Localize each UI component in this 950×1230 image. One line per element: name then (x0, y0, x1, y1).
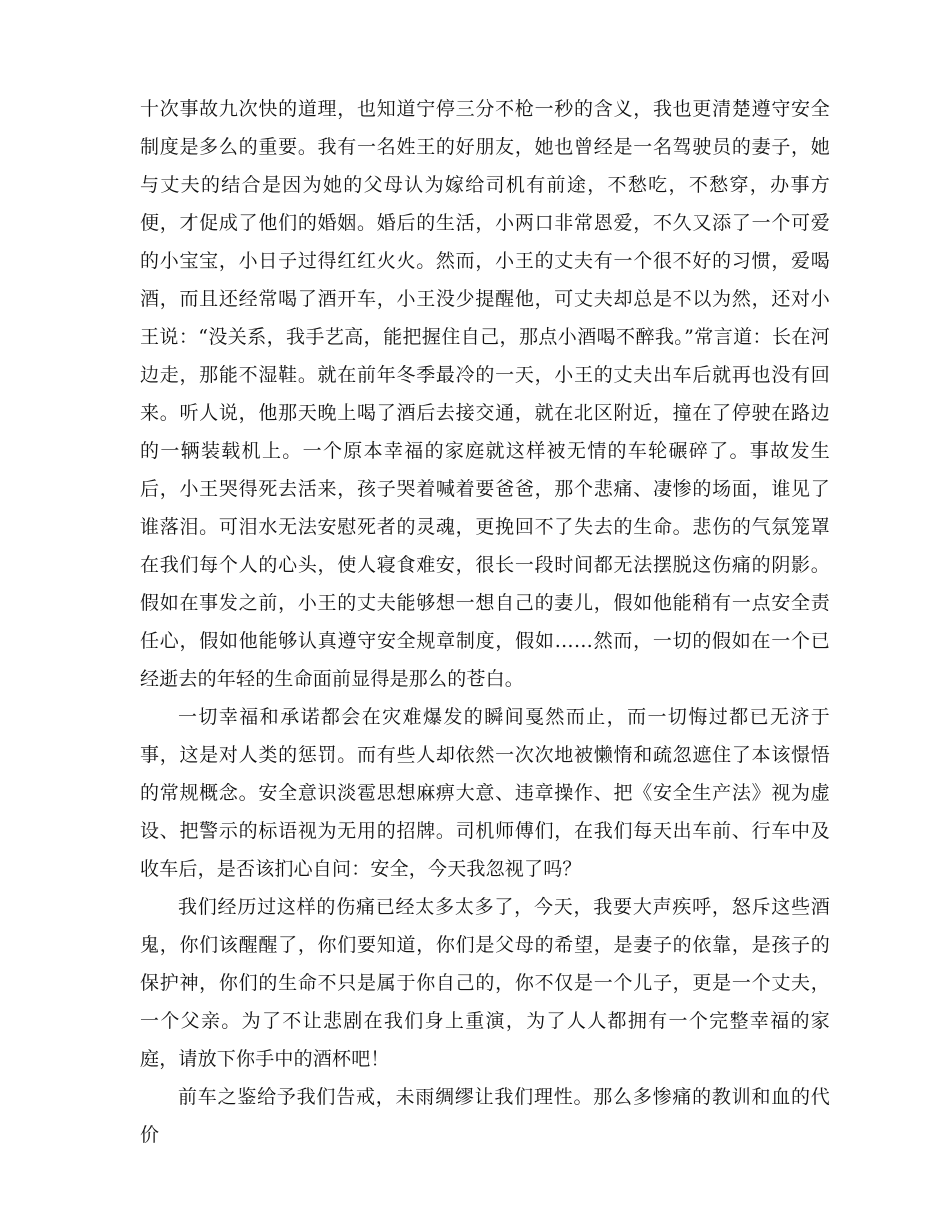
paragraph-3: 我们经历过这样的伤痛已经太多太多了，今天，我要大声疾呼，怒斥这些酒鬼，你们该醒醒了，你们要知道，你们是父母的希望，是妻子的依靠，是孩子的保护神，你们的生命不只是属于你自己的，你不仅是一个儿子，更是一个丈夫，一个父亲。为了不让悲剧在我们身上重演，为了人人都拥有一个完整幸福的家庭，请放下你手中的酒杯吧！ (140, 896, 830, 1070)
document-body (140, 90, 830, 1154)
paragraph-1: 十次事故九次快的道理，也知道宁停三分不枪一秒的含义，我也更清楚遵守安全制度是多么的重要。我有一名姓王的好朋友，她也曾经是一名驾驶员的妻子，她与丈夫的结合是因为她的父母认为嫁给司机有前途，不愁吃，不愁穿，办事方便，才促成了他们的婚姻。婚后的生活，小两口非常恩爱，不久又添了一个可爱的小宝宝，小日子过得红红火火。然而，小王的丈夫有一个很不好的习惯，爱喝酒，而且还经常喝了酒开车，小王没少提醒他，可丈夫却总是不以为然，还对小王说：“没关系，我手艺高，能把握住自己，那点小酒喝不醉我。”常言道：长在河边走，那能不湿鞋。就在前年冬季最冷的一天，小王的丈夫出车后就再也没有回来。听人说，他那天晚上喝了酒后去接交通，就在北区附近，撞在了停驶在路边的一辆装载机上。一个原本幸福的家庭就这样被无情的车轮碾碎了。事故发生后，小王哭得死去活来，孩子哭着喊着要爸爸，那个悲痛、凄惨的场面，谁见了谁落泪。可泪水无法安慰死者的灵魂，更挽回不了失去的生命。悲伤的气氛笼罩在我们每个人的心头，使人寝食难安，很长一段时间都无法摆脱这伤痛的阴影。假如在事发之前，小王的丈夫能够想一想自己的妻儿，假如他能稍有一点安全责任心，假如他能够认真遵守安全规章制度，假如……然而，一切的假如在一个已经逝去的年轻的生命面前显得是那么的苍白。 (140, 98, 830, 690)
paragraph-2: 一切幸福和承诺都会在灾难爆发的瞬间戛然而止，而一切悔过都已无济于事，这是对人类的惩罚。而有些人却依然一次次地被懒惰和疏忽遮住了本该憬悟的常规概念。安全意识淡雹思想麻痹大意、违章操作、把《安全生产法》视为虚设、把警示的标语视为无用的招牌。司机师傅们，在我们每天出车前、行车中及收车后，是否该扪心自问：安全，今天我忽视了吗？ (140, 706, 830, 880)
paragraph-4: 前车之鉴给予我们告戒，未雨绸缪让我们理性。那么多惨痛的教训和血的代价 (140, 1086, 830, 1146)
